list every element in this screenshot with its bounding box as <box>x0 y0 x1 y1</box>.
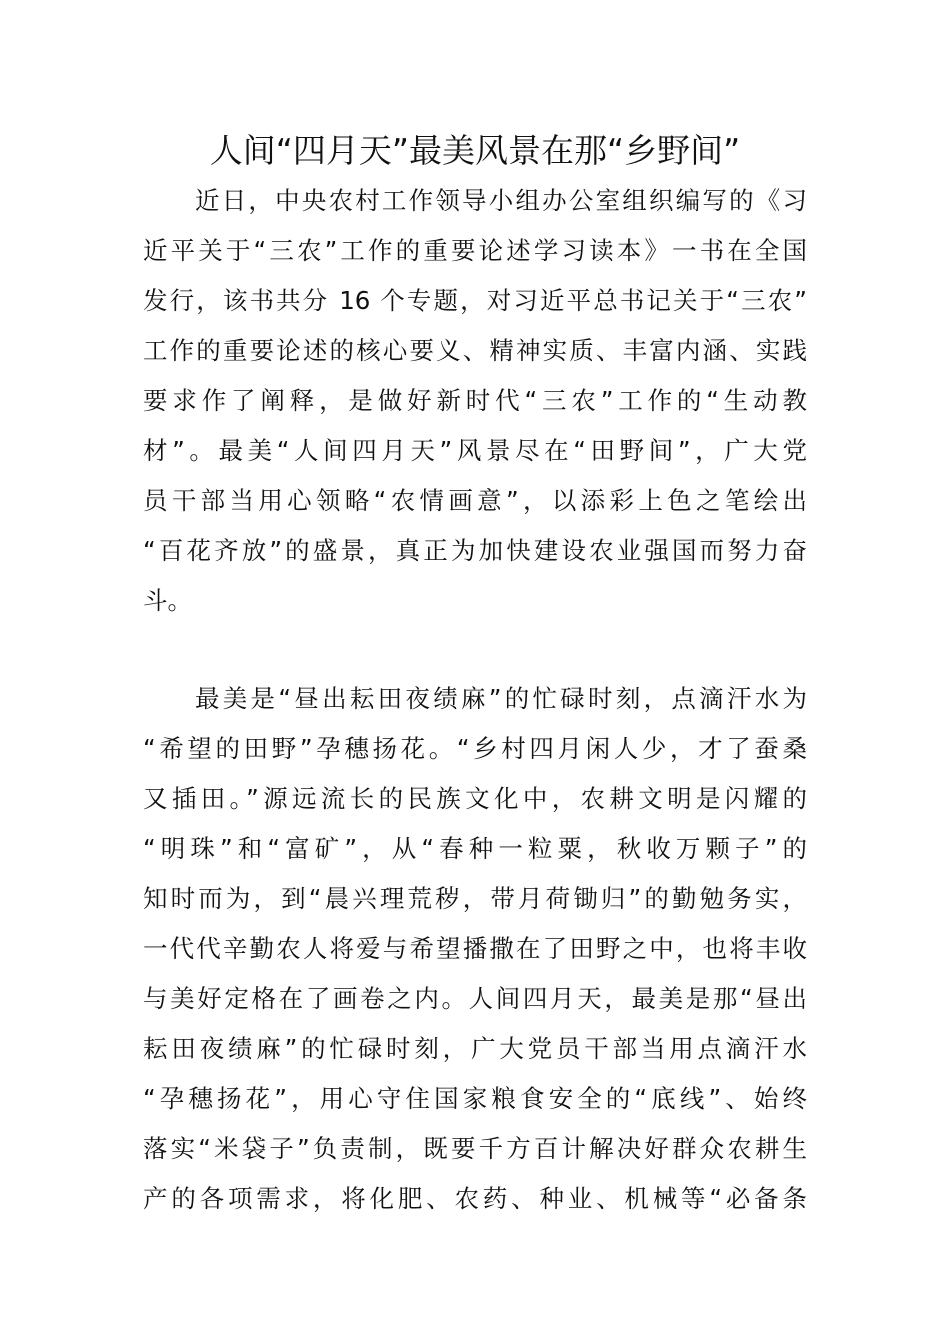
text-line: 材”。最美“人间四月天”风景尽在“田野间”，广大党 <box>143 436 807 465</box>
text-line: 要求作了阐释，是做好新时代“三农”工作的“生动教 <box>143 386 807 415</box>
text-line: 与美好定格在了画卷之内。人间四月天，最美是那“昼出 <box>143 984 807 1013</box>
text-line: 落实“米袋子”负责制，既要千方百计解决好群众农耕生 <box>143 1134 807 1163</box>
text-line: 近日，中央农村工作领导小组办公室组织编写的《习 <box>195 186 807 215</box>
text-line: 产的各项需求，将化肥、农药、种业、机械等“必备条 <box>143 1184 807 1213</box>
article-title: 人间“四月天”最美风景在那“乡野间” <box>209 131 741 170</box>
text-line: 耘田夜绩麻”的忙碌时刻，广大党员干部当用点滴汗水 <box>143 1034 807 1063</box>
paragraph-intro <box>143 176 807 626</box>
text-line: 工作的重要论述的核心要义、精神实质、丰富内涵、实践 <box>143 336 807 365</box>
text-line: “明珠”和“富矿”，从“春种一粒粟，秋收万颗子”的 <box>143 834 807 863</box>
text-line: 一代代辛勤农人将爱与希望播撒在了田野之中，也将丰收 <box>143 934 807 963</box>
text-line: “百花齐放”的盛景，真正为加快建设农业强国而努力奋 <box>143 536 807 565</box>
text-line: 员干部当用心领略“农情画意”，以添彩上色之笔绘出 <box>143 486 807 515</box>
text-line: 斗。 <box>143 586 192 615</box>
text-line: 最美是“昼出耘田夜绩麻”的忙碌时刻，点滴汗水为 <box>195 684 807 713</box>
text-line: 又插田。”源远流长的民族文化中，农耕文明是闪耀的 <box>143 784 807 813</box>
text-line: 知时而为，到“晨兴理荒秽，带月荷锄归”的勤勉务实， <box>143 884 807 913</box>
text-line: 发行，该书共分 16 个专题，对习近平总书记关于“三农” <box>143 286 807 315</box>
text-line: “孕穗扬花”，用心守住国家粮食安全的“底线”、始终 <box>143 1084 807 1113</box>
text-line: “希望的田野”孕穗扬花。“乡村四月闲人少，才了蚕桑 <box>143 734 807 763</box>
paragraph-section-1 <box>143 674 807 1224</box>
text-line: 近平关于“三农”工作的重要论述学习读本》一书在全国 <box>143 236 807 265</box>
